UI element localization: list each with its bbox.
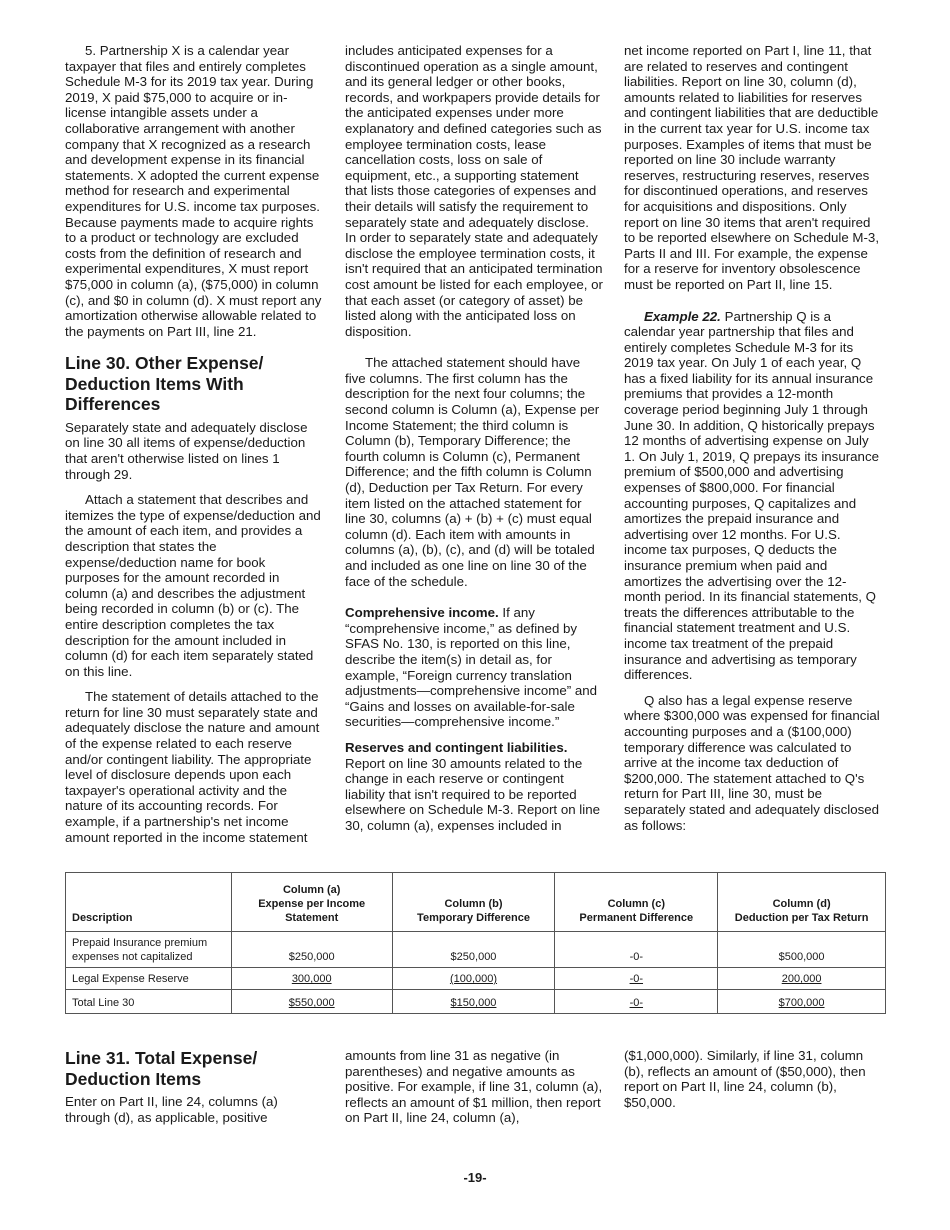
- paragraph-partnership-x-example: 5. Partnership X is a calendar year taxpayer that files and entirely completes Schedule M-3 for its 2019 tax year. During 2019, X paid $75,000 to acquire or in-license intangible assets under a collaborative arrangement with another company that X recognized as a research and development expense in its financial statements. X adopted the current expense method for research and experimental expenditures for U.S. income tax purposes. Because payments made to acquire rights to a product or technology are excluded costs from the definition of research and experimental expenditures, X must report $75,000 in column (a), ($75,000) in column (c), and $0 in column (d). X must report any amortization otherwise allowable related to the payments on Part III, line 21.: [65, 43, 322, 339]
- line-31-heading: Line 31. Total Expense/ Deduction Items: [65, 1048, 258, 1089]
- cell-column-c: -0-: [555, 932, 718, 968]
- comprehensive-income-text: If any “comprehensive income,” as defined by SFAS No. 130, is reported on this line, describe the item(s) in detail as, for example, “Foreign currency translation adjustments—comprehensive income” and “Gains and losses on available-for-sale securities—comprehensive income.”: [345, 605, 598, 730]
- column-2: [345, 43, 603, 844]
- column-1: [65, 43, 323, 855]
- paragraph-reserves-continued: net income reported on Part I, line 11, that are related to reserves and contingent liabilities. Report on line 30, column (d), amounts related to liabilities for reserves and contingent liabilities that are deductible in the current tax year for U.S. income tax purposes. Examples of items that must be reported on line 30 include warranty reserves, restructuring reserves, reserves for discontinued operations, and reserves for acquisitions and dispositions. Only report on line 30 items that aren't required to be reported elsewhere on Schedule M-3, Parts II and III. For example, the expense for a reserve for inventory obsolescence must be reported on Part II, line 15.: [624, 43, 880, 292]
- table-row: [66, 932, 886, 968]
- paragraph-reserves-contingent: [345, 740, 603, 834]
- line-30-heading: Line 30. Other Expense/ Deduction Items With Differences: [65, 353, 264, 415]
- bottom-column-1: [65, 1048, 323, 1135]
- reserves-text: Report on line 30 amounts related to the change in each reserve or contingent liability that isn't required to be reported elsewhere on Schedule M-3. Report on line 30, column (a), expenses included in: [345, 755, 601, 833]
- page-number: -19-: [463, 1170, 487, 1185]
- header-description: Description: [66, 873, 232, 932]
- cell-column-c: -0-: [629, 997, 644, 1009]
- table-row: [66, 968, 886, 990]
- example-22-title: Example 22.: [644, 308, 721, 324]
- cell-column-a: $550,000: [288, 997, 335, 1009]
- table-row: [66, 990, 886, 1014]
- cell-column-d: $700,000: [778, 997, 825, 1009]
- paragraph-comprehensive-income: [345, 605, 603, 730]
- cell-column-a: 300,000: [291, 973, 332, 985]
- paragraph-line30-intro: Separately state and adequately disclose on line 30 all items of expense/deduction that aren't otherwise listed on lines 1 through 29.: [65, 419, 308, 482]
- header-column-d: Column (d) Deduction per Tax Return: [718, 873, 886, 932]
- cell-description: Total Line 30: [66, 990, 232, 1014]
- bottom-column-2: [345, 1048, 603, 1136]
- table-header-row: [66, 873, 886, 932]
- header-column-b: Column (b) Temporary Difference: [392, 873, 555, 932]
- line-30-statement-table: [65, 872, 886, 1014]
- paragraph-legal-expense: Q also has a legal expense reserve where $300,000 was expensed for financial accounting purposes and a ($100,000) temporary difference was calculated to arrive at the income tax deduction of $200,000. The statement attached to Q's return for Part III, line 30, must be separately stated and adequately disclosed as follows:: [624, 692, 880, 833]
- header-column-a: Column (a) Expense per Income Statement: [231, 873, 392, 932]
- paragraph-example-22: [624, 309, 882, 683]
- paragraph-line31-continued: amounts from line 31 as negative (in parentheses) and negative amounts as positive. For example, if line 31, column (a), reflects an amount of $1 million, then report on Part II, line 24, column (a),: [345, 1048, 603, 1126]
- cell-column-b: $250,000: [392, 932, 555, 968]
- paragraph-attach-statement: Attach a statement that describes and itemizes the type of expense/deduction and the amount of each item, and provides a description that states the expense/deduction name for book purposes for the amount recorded in column (a) and describes the adjustment being recorded in column (b) or (c). The entire description completes the tax description for the amount included in column (d) for each item separately stated on this line.: [65, 492, 321, 679]
- cell-column-d: $500,000: [718, 932, 886, 968]
- paragraph-discontinued-operation: includes anticipated expenses for a discontinued operation as a single amount, and its general ledger or other books, records, and workpapers provide details for the anticipated expenses under more explanatory and defined categories such as employee termination costs, lease cancellation costs, loss on sale of equipment, etc., a supporting statement that lists those categories of expenses and their details will satisfy the requirement to separately state and adequately disclose. In order to separately state and adequately disclose the employee termination costs, it isn't required that an anticipated termination cost amount be listed for each employee, or that each asset (or category of asset) be listed along with the anticipated loss on disposition.: [345, 43, 603, 339]
- example-22-text: Partnership Q is a calendar year partnership that files and entirely completes Schedule M-3 for its 2019 tax year. On July 1 of each year, Q has a fixed liability for its annual insurance premiums that provides a 12-month coverage period beginning July 1 through June 30. In addition, Q historically prepays 12 months of advertising expense on July 1. On July 1, 2019, Q prepays its insurance premium of $500,000 and advertising expenses of $800,000. For financial accounting purposes, Q capitalizes and amortizes the prepaid insurance and advertising over 12 months. For U.S. income tax purposes, Q deducts the insurance premium when paid and amortizes the advertising over the 12-month period. In its financial statements, Q treats the differences attributable to the financial statement treatment and U.S. income tax treatment of the prepaid insurance and advertising as temporary differences.: [624, 308, 879, 683]
- cell-column-b: $150,000: [450, 997, 497, 1009]
- cell-description: Prepaid Insurance premium expenses not capitalized: [66, 932, 232, 968]
- paragraph-line31-example: ($1,000,000). Similarly, if line 31, column (b), reflects an amount of ($50,000), then report on Part II, line 24, column (b), $50,000.: [624, 1048, 866, 1110]
- cell-column-a: $250,000: [231, 932, 392, 968]
- paragraph-five-columns: The attached statement should have five columns. The first column has the description for the next four columns; the second column is Column (a), Expense per Income Statement; the third column is Column (b), Temporary Difference; the fourth column is Column (c), Permanent Difference; and the fifth column is Column (d), Deduction per Tax Return. For every item listed on the attached statement for line 30, columns (a) + (b) + (c) must equal column (d). Each item with amounts in columns (a), (b), (c), and (d) will be totaled and included as one line on line 30 of the face of the schedule.: [345, 355, 600, 589]
- cell-description: Legal Expense Reserve: [66, 968, 232, 990]
- comprehensive-income-title: Comprehensive income.: [345, 605, 499, 621]
- cell-column-b: (100,000): [449, 973, 498, 985]
- cell-column-d: 200,000: [781, 973, 822, 985]
- bottom-column-3: [624, 1048, 882, 1120]
- cell-column-c: -0-: [629, 973, 644, 985]
- header-column-c: Column (c) Permanent Difference: [555, 873, 718, 932]
- column-3: [624, 43, 882, 843]
- paragraph-line31-intro: Enter on Part II, line 24, columns (a) through (d), as applicable, positive: [65, 1094, 278, 1125]
- reserves-title: Reserves and contingent liabilities.: [345, 739, 568, 755]
- paragraph-statement-details: The statement of details attached to the return for line 30 must separately state and adequately disclose the nature and amount of the expense related to each reserve and/or contingent liability. The appropriate level of disclosure depends upon each taxpayer's operational activity and the nature of its accounting records. For example, if a partnership's net income amount reported in the income statement: [65, 689, 320, 845]
